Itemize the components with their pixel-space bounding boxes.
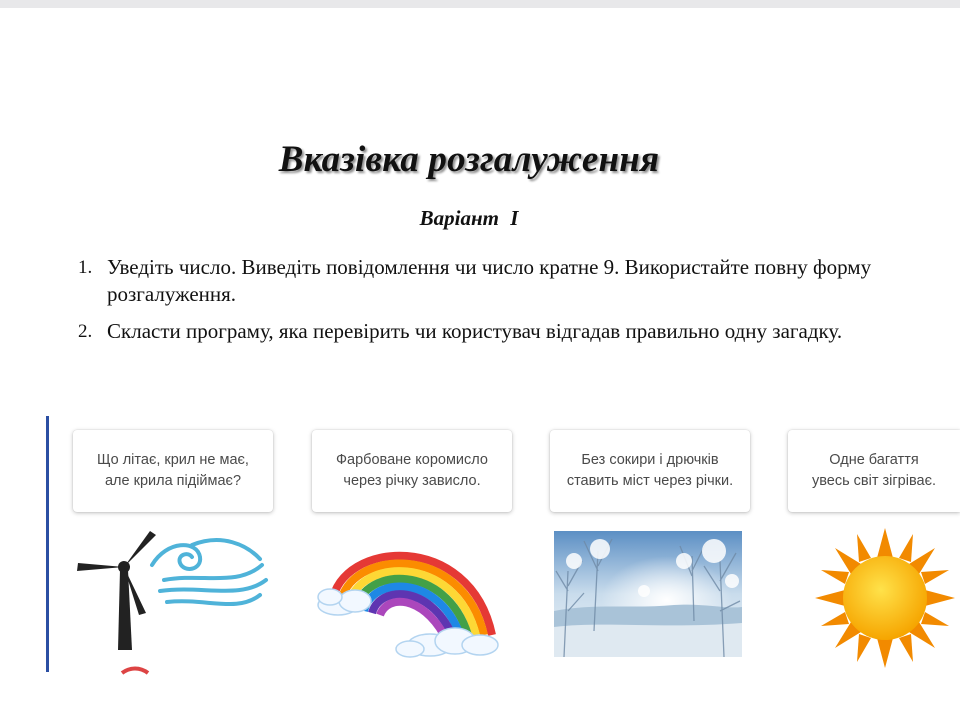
page-title: Вказівка розгалуження (278, 139, 660, 180)
task-text: Уведіть число. Виведіть повідомлення чи число кратне 9. Використайте повну форму розгалуження. (107, 255, 872, 306)
riddle-text: Що літає, крил не має, але крила підіймає? (97, 452, 249, 489)
task-number: 2. (78, 321, 93, 342)
task-item (78, 254, 898, 308)
viewer-top-bar (0, 0, 960, 8)
task-list (78, 254, 898, 355)
task-text: Скласти програму, яка перевірить чи користувач відгадав правильно одну загадку. (107, 319, 843, 343)
task-number: 1. (78, 257, 93, 278)
riddle-card (312, 430, 512, 512)
riddle-text: Без сокири і дрючків ставить міст через річки. (566, 452, 734, 489)
frozen-river-photo (554, 531, 742, 657)
rainbow-icon (310, 535, 510, 665)
variant-heading: Варіант І (419, 206, 519, 230)
riddle-card (788, 430, 960, 512)
slide-accent-line (46, 416, 49, 672)
task-item (78, 318, 898, 345)
riddle-text: Одне багаття увесь світ зігріває. (811, 452, 936, 489)
wind-turbine-icon (72, 525, 272, 675)
riddle-card (550, 430, 750, 512)
riddle-card (73, 430, 273, 512)
sun-icon (815, 528, 955, 668)
riddle-text: Фарбоване коромисло через річку зависло. (336, 452, 488, 489)
